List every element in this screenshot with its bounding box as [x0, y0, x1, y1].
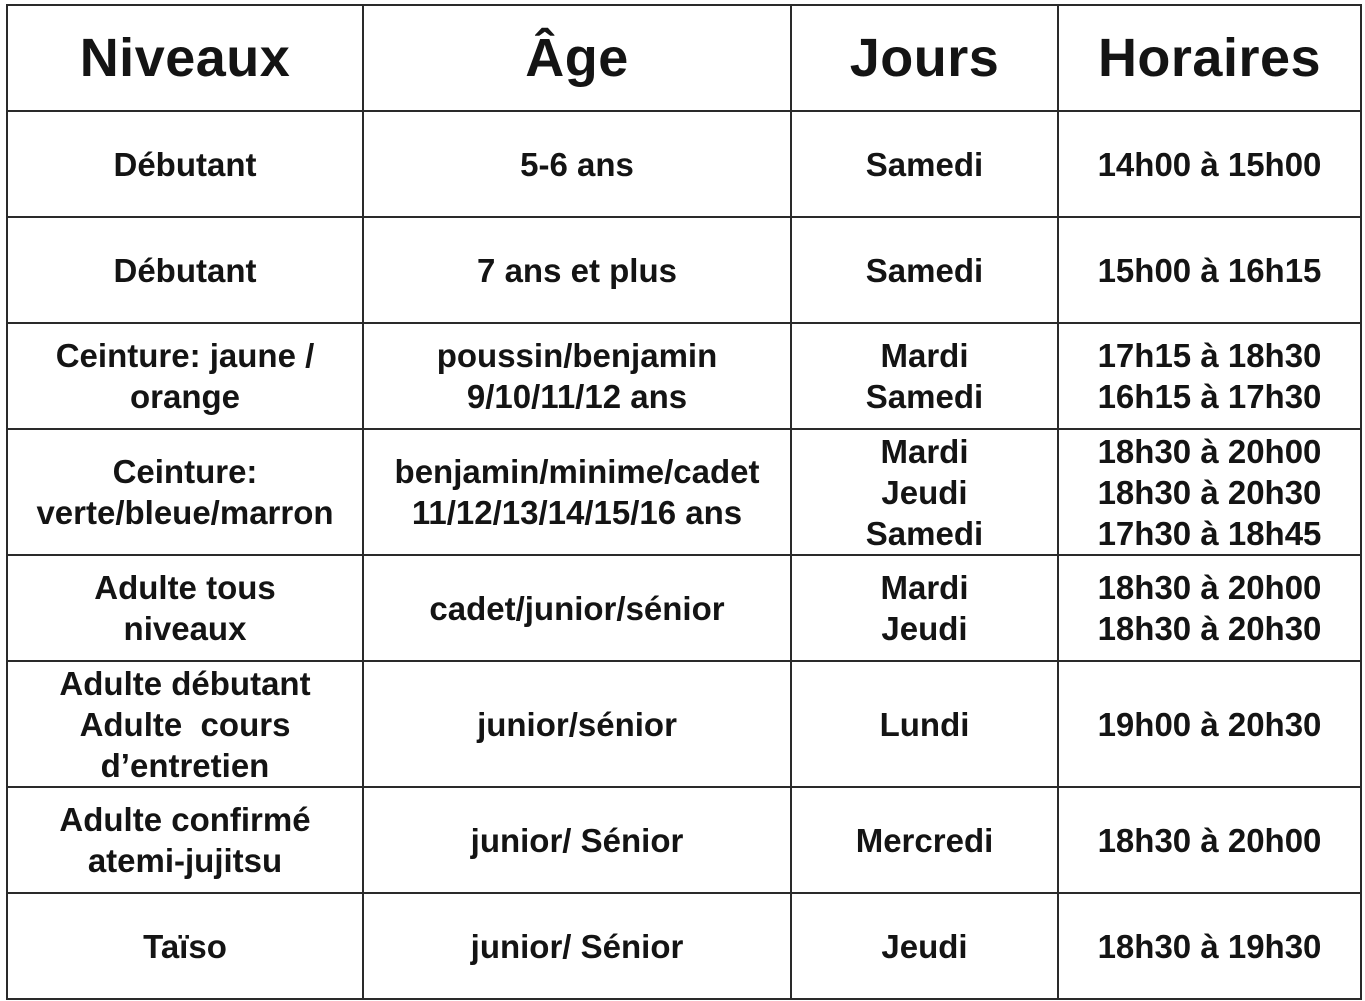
- cell-line: 18h30 à 20h00: [1097, 569, 1322, 606]
- header-niveaux: Niveaux: [7, 5, 363, 111]
- cell-horaires: [1058, 429, 1361, 555]
- cell-line: 18h30 à 20h00: [1097, 432, 1322, 470]
- cell-line: Ceinture: jaune /: [55, 337, 315, 374]
- cell-jours: [791, 555, 1058, 661]
- cell-line: Lundi: [879, 705, 970, 743]
- cell-line: 18h30 à 20h30: [1097, 473, 1322, 511]
- cell-line: Débutant: [113, 145, 257, 183]
- cell-line: Jeudi: [881, 927, 968, 965]
- cell-line: 9/10/11/12 ans: [466, 378, 688, 415]
- cell-age: [363, 429, 791, 555]
- cell-line: Samedi: [865, 378, 984, 415]
- cell-age: [363, 217, 791, 323]
- cell-line: Adulte confirmé: [59, 801, 311, 838]
- cell-jours: [791, 111, 1058, 217]
- cell-line: 16h15 à 17h30: [1097, 378, 1322, 415]
- cell-niveaux: [7, 429, 363, 555]
- cell-line: Jeudi: [881, 610, 968, 647]
- cell-line: atemi-jujitsu: [87, 842, 283, 879]
- cell-horaires: [1058, 661, 1361, 787]
- cell-line: Débutant: [113, 251, 257, 289]
- header-horaires: Horaires: [1058, 5, 1361, 111]
- table-row: [7, 323, 1361, 429]
- cell-line: d’entretien: [100, 746, 270, 784]
- cell-line: junior/ Sénior: [470, 927, 684, 965]
- cell-horaires: [1058, 893, 1361, 999]
- cell-line: cadet/junior/sénior: [429, 589, 725, 627]
- cell-line: Jeudi: [881, 473, 968, 511]
- cell-jours: [791, 893, 1058, 999]
- cell-niveaux: [7, 217, 363, 323]
- cell-line: 17h15 à 18h30: [1097, 337, 1322, 374]
- table-row: [7, 217, 1361, 323]
- cell-line: 15h00 à 16h15: [1097, 251, 1322, 289]
- cell-line: verte/bleue/marron: [36, 494, 334, 531]
- table-row: [7, 429, 1361, 555]
- cell-horaires: [1058, 323, 1361, 429]
- cell-line: junior/sénior: [477, 705, 677, 743]
- cell-line: Samedi: [865, 251, 984, 289]
- cell-line: junior/ Sénior: [470, 821, 684, 859]
- cell-age: [363, 893, 791, 999]
- cell-age: [363, 661, 791, 787]
- cell-niveaux: [7, 111, 363, 217]
- cell-jours: [791, 323, 1058, 429]
- cell-horaires: [1058, 787, 1361, 893]
- cell-line: niveaux: [123, 610, 247, 647]
- cell-line: 14h00 à 15h00: [1097, 145, 1322, 183]
- cell-jours: [791, 217, 1058, 323]
- cell-niveaux: [7, 555, 363, 661]
- cell-age: [363, 787, 791, 893]
- cell-line: Mardi: [880, 432, 969, 470]
- cell-age: [363, 323, 791, 429]
- schedule-table: [6, 4, 1362, 1000]
- cell-horaires: [1058, 217, 1361, 323]
- table-row: [7, 787, 1361, 893]
- cell-age: [363, 111, 791, 217]
- cell-line: Samedi: [865, 145, 984, 183]
- cell-jours: [791, 661, 1058, 787]
- header-age: Âge: [363, 5, 791, 111]
- cell-line: 5-6 ans: [520, 145, 634, 183]
- cell-line: Adulte cours: [79, 705, 291, 743]
- cell-line: 11/12/13/14/15/16 ans: [411, 494, 743, 531]
- table-row: [7, 661, 1361, 787]
- header-jours: Jours: [791, 5, 1058, 111]
- cell-line: poussin/benjamin: [436, 337, 718, 374]
- cell-age: [363, 555, 791, 661]
- cell-niveaux: [7, 787, 363, 893]
- cell-line: Adulte débutant: [59, 664, 311, 702]
- cell-line: orange: [129, 378, 241, 415]
- cell-line: 18h30 à 20h00: [1097, 821, 1322, 859]
- cell-niveaux: [7, 323, 363, 429]
- cell-horaires: [1058, 555, 1361, 661]
- cell-line: 17h30 à 18h45: [1097, 514, 1322, 552]
- cell-line: 19h00 à 20h30: [1097, 705, 1322, 743]
- cell-line: 7 ans et plus: [477, 251, 677, 289]
- table-row: [7, 893, 1361, 999]
- cell-horaires: [1058, 111, 1361, 217]
- cell-line: 18h30 à 19h30: [1097, 927, 1322, 965]
- cell-line: Adulte tous: [94, 569, 276, 606]
- cell-line: 18h30 à 20h30: [1097, 610, 1322, 647]
- cell-line: benjamin/minime/cadet: [394, 453, 760, 490]
- cell-jours: [791, 787, 1058, 893]
- cell-line: Taïso: [143, 927, 227, 965]
- cell-line: Ceinture:: [112, 453, 258, 490]
- cell-niveaux: [7, 893, 363, 999]
- cell-line: Mercredi: [855, 821, 994, 859]
- table-row: [7, 555, 1361, 661]
- cell-niveaux: [7, 661, 363, 787]
- cell-jours: [791, 429, 1058, 555]
- cell-line: Samedi: [865, 514, 984, 552]
- table-row: [7, 111, 1361, 217]
- cell-line: Mardi: [880, 569, 969, 606]
- cell-line: Mardi: [880, 337, 969, 374]
- header-row: [7, 5, 1361, 111]
